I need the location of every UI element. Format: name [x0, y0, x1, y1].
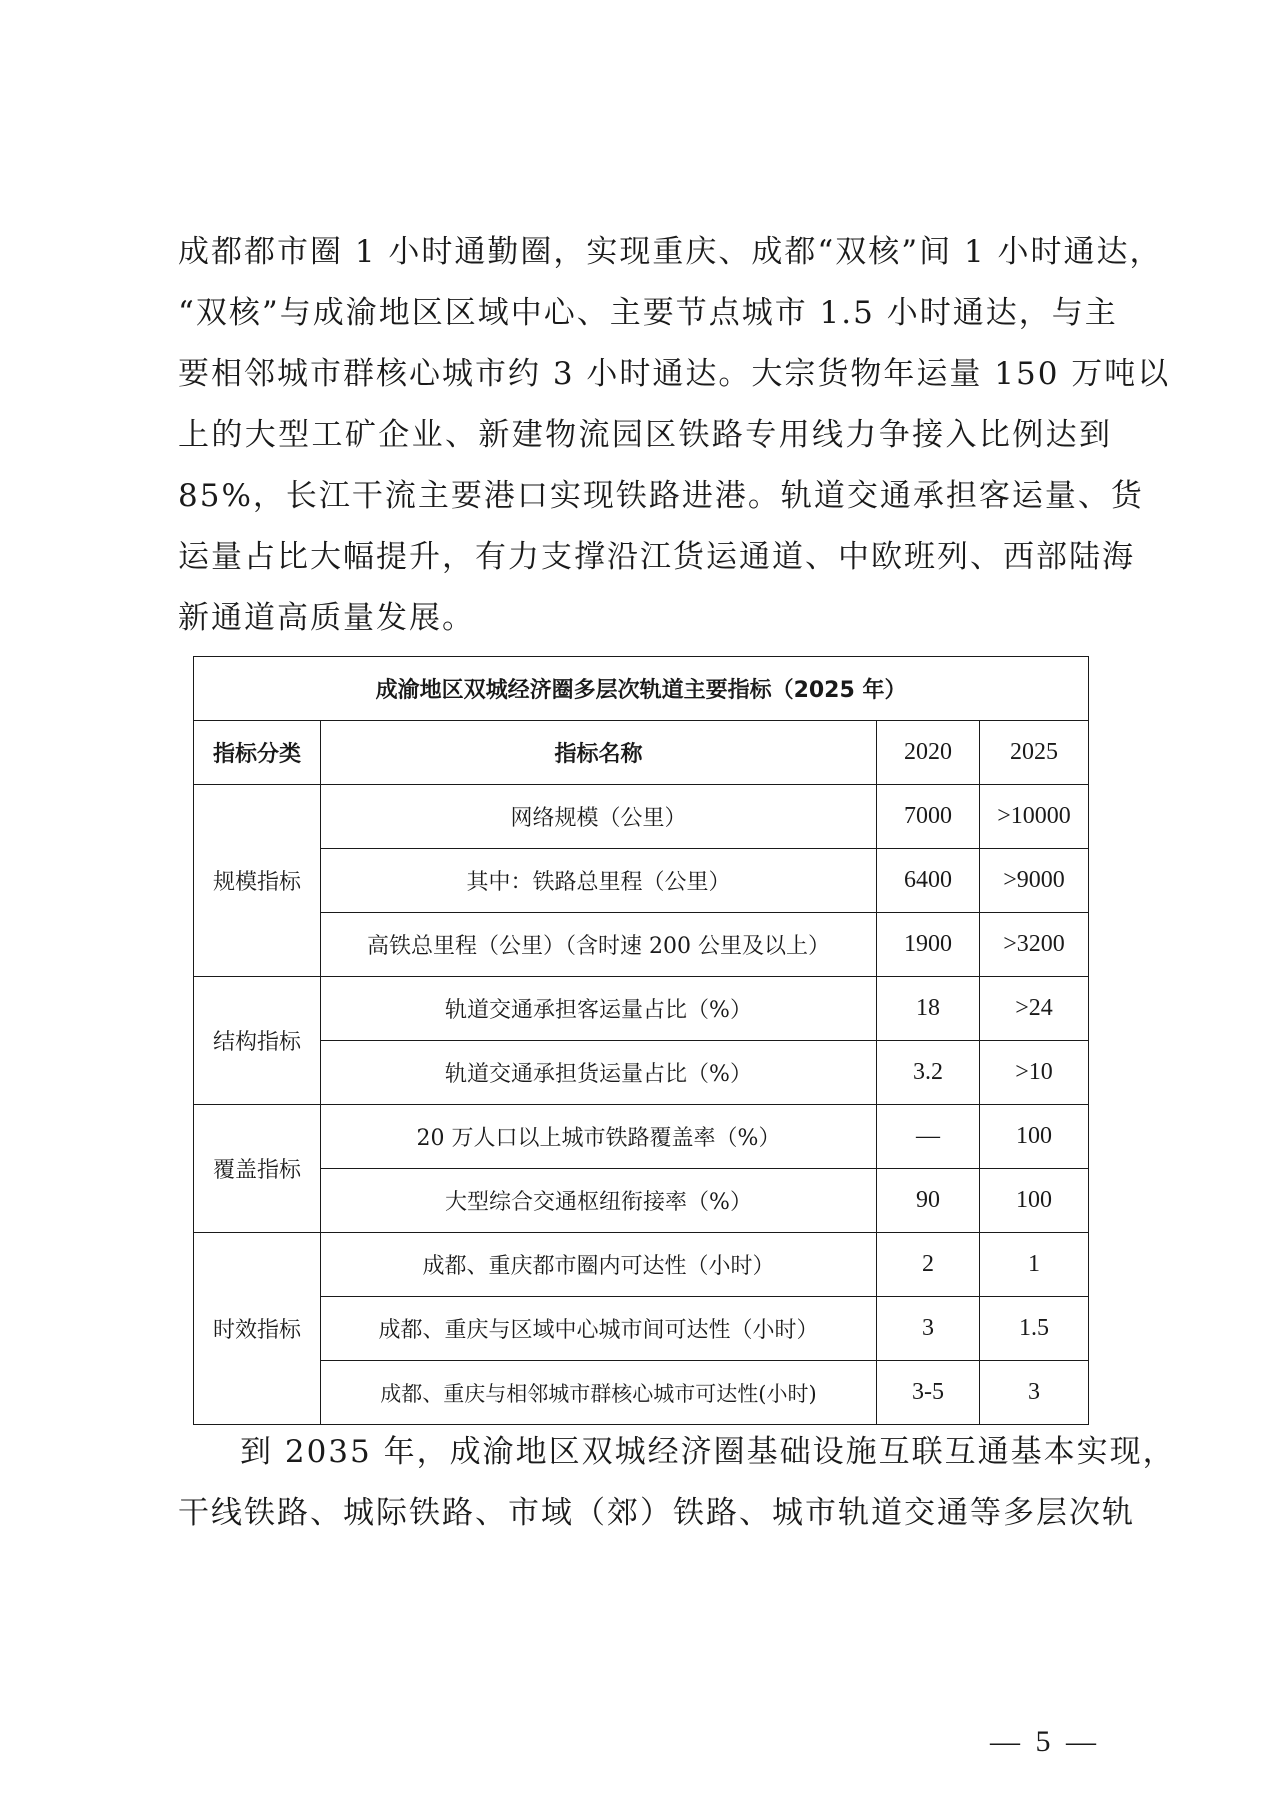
value-2020: 7000 [877, 785, 980, 849]
value-2020: 3.2 [877, 1041, 980, 1105]
text-line: 上的大型工矿企业、新建物流园区铁路专用线力争接入比例达到 [178, 417, 1112, 453]
table-title: 成渝地区双城经济圈多层次轨道主要指标（2025 年） [194, 657, 1089, 721]
table-row [194, 977, 1089, 1041]
text-line: 运量占比大幅提升，有力支撑沿江货运通道、中欧班列、西部陆海 [178, 539, 1135, 575]
text-line: 新通道高质量发展。 [178, 600, 475, 636]
indicator-name: 20 万人口以上城市铁路覆盖率（%） [321, 1105, 877, 1169]
table-row [194, 1297, 1089, 1361]
table-row [194, 913, 1089, 977]
text-line: 到 2035 年，成渝地区双城经济圈基础设施互联互通基本实现， [240, 1434, 1176, 1470]
text-line: 干线铁路、城际铁路、市域（郊）铁路、城市轨道交通等多层次轨 [178, 1495, 1135, 1531]
table-row [194, 1361, 1089, 1425]
value-2020: 18 [877, 977, 980, 1041]
indicator-name: 成都、重庆与相邻城市群核心城市可达性(小时) [321, 1361, 877, 1425]
indicator-name: 轨道交通承担客运量占比（%） [321, 977, 877, 1041]
value-2020: 6400 [877, 849, 980, 913]
table-row [194, 1105, 1089, 1169]
indicator-name: 大型综合交通枢纽衔接率（%） [321, 1169, 877, 1233]
value-2025: 1.5 [980, 1297, 1089, 1361]
indicator-table [193, 656, 1089, 1425]
indicator-name: 网络规模（公里） [321, 785, 877, 849]
value-2020: — [877, 1105, 980, 1169]
value-2020: 90 [877, 1169, 980, 1233]
text-line: “双核”与成渝地区区域中心、主要节点城市 1.5 小时通达，与主 [178, 295, 1118, 331]
value-2025: >24 [980, 977, 1089, 1041]
category-cell: 覆盖指标 [194, 1105, 321, 1233]
header-name: 指标名称 [321, 721, 877, 785]
page-number: — 5 — [990, 1725, 1100, 1758]
indicator-name: 成都、重庆与区域中心城市间可达性（小时） [321, 1297, 877, 1361]
value-2025: >3200 [980, 913, 1089, 977]
category-cell: 结构指标 [194, 977, 321, 1105]
table-row [194, 1233, 1089, 1297]
value-2020: 1900 [877, 913, 980, 977]
body-paragraph-1 [178, 222, 1171, 649]
value-2025: >10000 [980, 785, 1089, 849]
indicator-name: 其中：铁路总里程（公里） [321, 849, 877, 913]
table-row [194, 849, 1089, 913]
value-2020: 2 [877, 1233, 980, 1297]
indicator-name: 高铁总里程（公里）（含时速 200 公里及以上） [321, 913, 877, 977]
header-category: 指标分类 [194, 721, 321, 785]
text-line: 成都都市圈 1 小时通勤圈，实现重庆、成都“双核”间 1 小时通达， [178, 234, 1163, 270]
value-2025: 3 [980, 1361, 1089, 1425]
indicator-name: 成都、重庆都市圈内可达性（小时） [321, 1233, 877, 1297]
text-line: 85%，长江干流主要港口实现铁路进港。轨道交通承担客运量、货 [178, 478, 1144, 514]
table-row [194, 1169, 1089, 1233]
value-2020: 3-5 [877, 1361, 980, 1425]
category-cell: 规模指标 [194, 785, 321, 977]
value-2025: 100 [980, 1105, 1089, 1169]
value-2025: 100 [980, 1169, 1089, 1233]
category-cell: 时效指标 [194, 1233, 321, 1425]
table-row [194, 785, 1089, 849]
header-2020: 2020 [877, 721, 980, 785]
body-paragraph-2 [178, 1422, 1176, 1544]
header-2025: 2025 [980, 721, 1089, 785]
table-row [194, 1041, 1089, 1105]
value-2025: >9000 [980, 849, 1089, 913]
value-2025: 1 [980, 1233, 1089, 1297]
value-2020: 3 [877, 1297, 980, 1361]
value-2025: >10 [980, 1041, 1089, 1105]
text-line: 要相邻城市群核心城市约 3 小时通达。大宗货物年运量 150 万吨以 [178, 356, 1171, 392]
indicator-name: 轨道交通承担货运量占比（%） [321, 1041, 877, 1105]
